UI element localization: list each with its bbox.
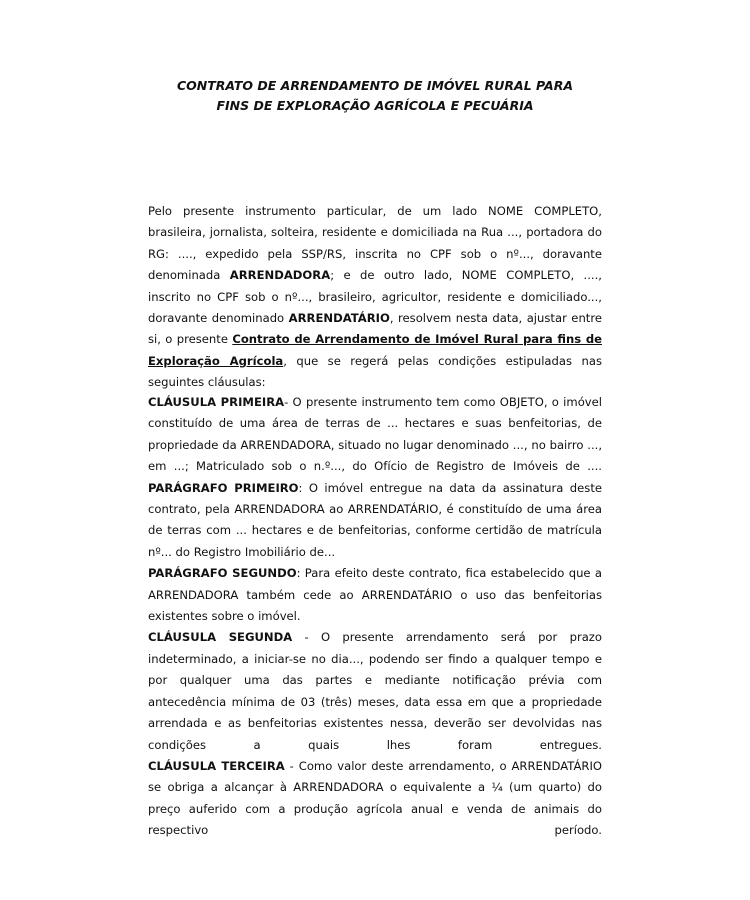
paragrafo-segundo-label: PARÁGRAFO SEGUNDO bbox=[148, 566, 297, 581]
clausula-terceira-label: CLÁUSULA TERCEIRA bbox=[148, 758, 285, 773]
paragrafo-primeiro-label: PARÁGRAFO PRIMEIRO bbox=[148, 480, 299, 495]
clausula-primeira-text: - O presente instrumento tem como OBJETO, o imóvel constituído de uma área de terras de ... hectares e suas benfeitorias, de propriedade da ARRENDADORA, situado no lugar denominado ..., no bairro ..., em ...; Matriculado sob o n.º..., do Ofício de Registro de Imóveis de .... bbox=[148, 395, 602, 474]
intro-text-4: , que se regerá pelas condições estipuladas nas seguintes cláusulas: bbox=[148, 353, 602, 390]
title-line-1: CONTRATO DE ARRENDAMENTO DE IMÓVEL RURAL PARA bbox=[176, 78, 574, 93]
intro-text-3: , resolvem nesta data, ajustar entre si, o presente bbox=[148, 311, 602, 347]
intro-text-2: ; e de outro lado, NOME COMPLETO, ...., inscrito no CPF sob o nº..., brasileiro, agricultor, residente e domiciliado..., doravante denominado bbox=[148, 268, 602, 326]
intro-text-1: Pelo presente instrumento particular, de um lado NOME COMPLETO, brasileira, jornalista, solteira, residente e domiciliada na Rua ..., portadora do RG: ...., expedido pela SSP/RS, inscrita no CPF sob o nº..., doravante denominada bbox=[148, 204, 602, 283]
clausula-segunda bbox=[148, 627, 602, 755]
arrendadora-term: ARRENDADORA bbox=[229, 268, 331, 283]
clausula-terceira-text: - Como valor deste arrendamento, o ARRENDATÁRIO se obriga a alcançar à ARRENDADORA o equivalente a ¼ (um quarto) do preço auferido com a produção agrícola anual e venda de animais do respectivo período. bbox=[148, 758, 602, 838]
clausula-segunda-text: - O presente arrendamento será por prazo indeterminado, a iniciar-se no dia..., podendo ser findo a qualquer tempo e por qualquer uma das partes e mediante notificação prévia com antecedência mínima de 03 (três) meses, data essa em que a propriedade arrendada e as benfeitorias existentes nessa, deverão ser devolvidas nas condições a quais lhes foram entregues. bbox=[148, 630, 602, 752]
clauses-section bbox=[148, 392, 602, 842]
title-line-2: FINS DE EXPLORAÇÃO AGRÍCOLA E PECUÁRIA bbox=[216, 98, 534, 113]
contract-name: Contrato de Arrendamento de Imóvel Rural para fins de Exploração Agrícola bbox=[148, 332, 602, 368]
paragrafo-segundo-text: : Para efeito deste contrato, fica estabelecido que a ARRENDADORA também cede ao ARRENDATÁRIO o uso das benfeitorias existentes sobre o imóvel. bbox=[148, 566, 602, 624]
clausula-primeira-label: CLÁUSULA PRIMEIRA bbox=[148, 395, 285, 409]
clausula-terceira bbox=[148, 756, 602, 842]
clausula-segunda-label: CLÁUSULA SEGUNDA bbox=[148, 630, 293, 645]
arrendatario-term: ARRENDATÁRIO bbox=[288, 311, 390, 326]
document-title bbox=[0, 76, 750, 116]
paragrafo-segundo bbox=[148, 563, 602, 627]
paragrafo-primeiro bbox=[148, 478, 602, 564]
intro-paragraph bbox=[148, 201, 602, 394]
clausula-primeira bbox=[148, 392, 602, 478]
paragrafo-primeiro-text: : O imóvel entregue na data da assinatura deste contrato, pela ARRENDADORA ao ARRENDATÁRIO, é constituído de uma área de terras com ... hectares e de benfeitorias, conforme certidão de matrícula nº... do Registro Imobiliário de... bbox=[148, 480, 602, 559]
